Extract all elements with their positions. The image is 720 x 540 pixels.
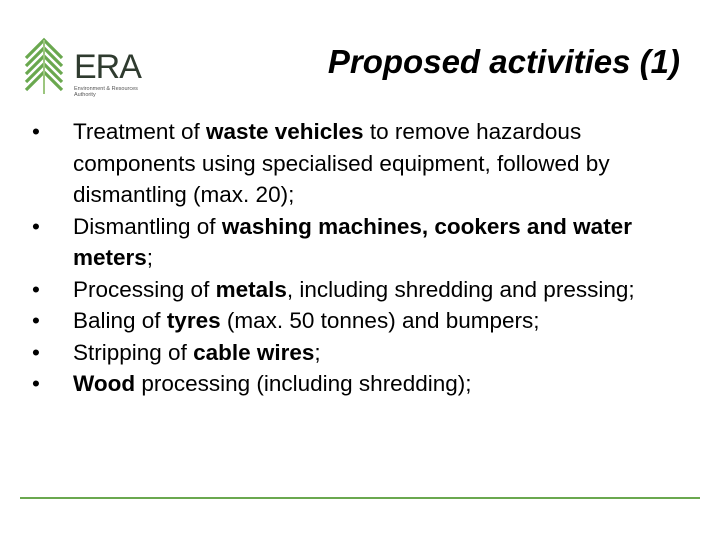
bullet-item <box>32 274 672 306</box>
bullet-list <box>32 116 672 400</box>
bullet-emphasis: tyres <box>166 308 221 333</box>
bullet-dot: • <box>32 276 40 302</box>
footer-divider <box>20 497 700 499</box>
bullet-text: , including shredding and pressing; <box>286 276 635 302</box>
bullet-dot: • <box>32 213 40 239</box>
bullet-text: (max. 50 tonnes) and bumpers; <box>220 308 540 333</box>
bullet-text: ; <box>146 245 154 270</box>
bullet-emphasis: metals <box>215 276 287 302</box>
bullet-emphasis: Wood <box>73 371 136 396</box>
bullet-text: Baling of <box>73 308 167 333</box>
era-logo-icon <box>22 36 76 98</box>
logo-text: ERA <box>74 48 141 86</box>
slide-title: Proposed activities (1) <box>327 43 680 80</box>
bullet-item <box>32 211 672 274</box>
bullet-text: Dismantling of <box>73 213 222 239</box>
bullet-emphasis: cable wires <box>193 339 315 365</box>
bullet-text: to remove hazardous components using specialised equipment, followed by dismantling (max. 20); <box>73 119 610 207</box>
bullet-item <box>32 368 672 400</box>
bullet-text: Treatment of <box>73 119 206 144</box>
bullet-dot: • <box>32 371 40 396</box>
bullet-text: ; <box>314 339 321 365</box>
bullet-dot: • <box>32 119 40 144</box>
logo-subtitle: Environment & Resources Authority <box>74 86 138 98</box>
era-logo <box>22 36 152 100</box>
bullet-dot: • <box>32 308 40 333</box>
bullet-text: Stripping of <box>73 339 194 365</box>
bullet-text: Processing of <box>73 276 216 302</box>
bullet-text: processing (including shredding); <box>135 371 472 396</box>
bullet-dot: • <box>32 339 40 365</box>
bullet-item <box>32 305 672 337</box>
bullet-item <box>32 116 672 211</box>
bullet-emphasis: waste vehicles <box>205 119 364 144</box>
bullet-item <box>32 337 672 369</box>
bullet-emphasis: washing machines, cookers and water meters <box>73 213 632 270</box>
